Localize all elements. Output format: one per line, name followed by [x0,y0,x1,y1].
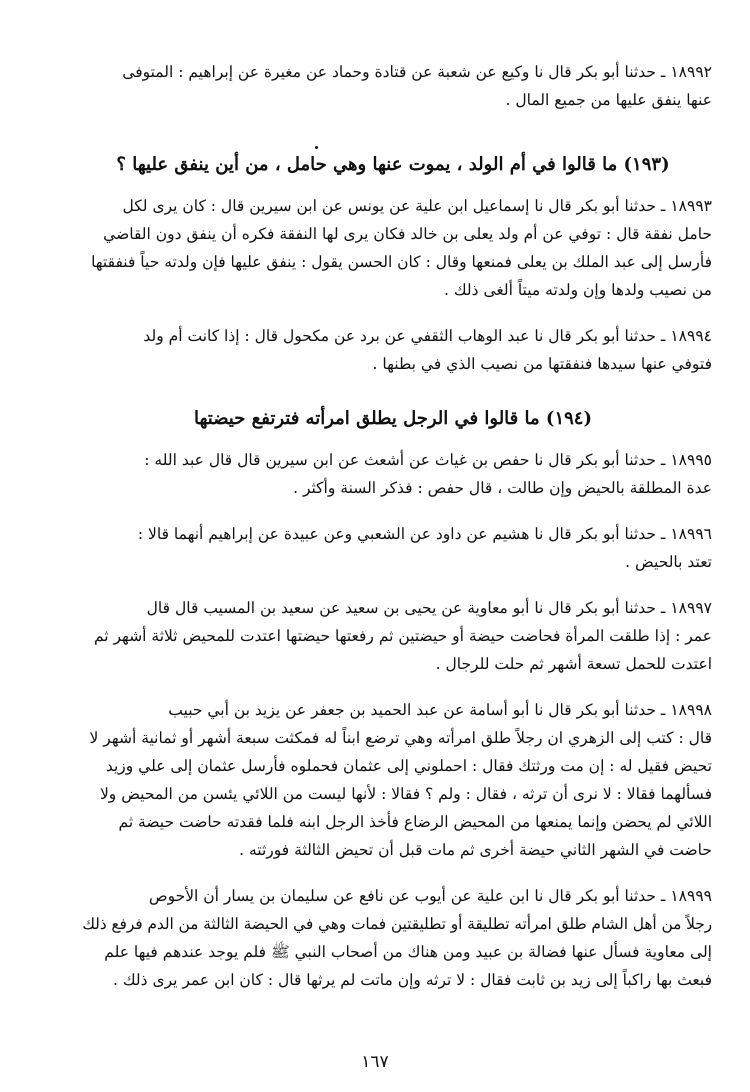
hadith-18995 [74,446,712,502]
text-line: عمر : إذا طلقت المرأة فحاضت حيضة أو حيضتين ثم رفعتها حيضتها اعتدت للمحيض ثلاثة أشهر ثم [93,627,712,645]
text-line: اللائي لم يحضن وإنما يمنعها من المحيض الرضاع فأخذ الرجل ابنه فلما فقدته حاضت حيضة ثم [118,813,712,831]
hadith-18994 [74,322,712,378]
text-line: تعتد بالحيض . [625,553,712,571]
text-line: عنها ينفق عليها من جميع المال . [505,91,712,109]
text-line: فأرسل إلى عبد الملك بن يعلى فمنعها وقال : كان الحسن يقول : ينفق عليها فإن ولدته حياً فنفقتها [91,253,712,271]
text-line: عدة المطلقة بالحيض وإن طالت ، قال حفص : فذكر السنة وأكثر . [293,479,712,497]
text-line: فسألهما فقالا : لا نرى أن ترثه ، فقال : ولم ؟ فقالا : لأنها ليست من اللائي يئسن من المحيض ولا [99,785,712,803]
text-line: من نصيب ولدها وإن ولدته ميتاً ألغى ذلك . [444,281,712,299]
text-line: ١٨٩٩٧ ـ حدثنا أبو بكر قال نا أبو معاوية عن يحيى بن سعيد عن سعيد بن المسيب قال قال [146,599,712,617]
hadith-18998 [74,696,712,864]
text-line: حامل نفقة قال : توفي عن أم ولد يعلى بن خالد فكان يرى لها النفقة فكره أن ينفق دون القاضي [103,225,712,243]
text-line: فتوفي عنها سيدها فنفقتها من نصيب الذي في بطنها . [372,355,712,373]
hadith-18996 [74,520,712,576]
text-line: ١٨٩٩٣ ـ حدثنا أبو بكر قال نا إسماعيل ابن علية عن يونس عن ابن سيرين قال : كان يرى لكل [122,197,712,215]
text-line: رجلاً من أهل الشام طلق امرأته تطليقة أو تطليقتين فمات وهي في الحيضة الثالثة من الدم فرفع ذلك [82,915,712,933]
text-line: ١٨٩٩٨ ـ حدثنا أبو بكر قال نا أبو أسامة عن عبد الحميد بن جعفر عن يزيد بن أبي حبيب [168,701,712,719]
page-number: ١٦٧ [361,1052,389,1072]
text-line: تحيض فقيل له : إن مت ورثتك فقال : احملوني إلى عثمان فحملوه فأرسل عثمان إلى علي وزيد [105,757,712,775]
text-line: ١٨٩٩٢ ـ حدثنا أبو بكر قال نا وكيع عن شعبة عن قتادة وحماد عن مغيرة عن إبراهيم : المتوفى [122,63,712,81]
text-line: اعتدت للحمل تسعة أشهر ثم حلت للرجال . [435,655,712,673]
text-line: حاضت في الشهر الثاني حيضة أخرى ثم مات قبل أن تحيض الثالثة فورثته . [239,841,712,859]
text-line: ١٨٩٩٥ ـ حدثنا أبو بكر قال نا حفص بن غياث عن أشعث عن ابن سيرين قال قال عبد الله : [144,451,712,469]
chapter-heading-194: (١٩٤) ما قالوا في الرجل يطلق امرأته فترتفع حيضتها [193,408,592,429]
hadith-18992 [74,58,712,114]
text-line: ١٨٩٩٦ ـ حدثنا أبو بكر قال نا هشيم عن داود عن الشعبي وعن عبيدة عن إبراهيم أنهما قالا : [137,525,712,543]
text-line: فبعث بها راكباً إلى زيد بن ثابت فقال : لا ترثه وإن ماتت لم يرثها قال : كان ابن عمر يرى ذلك . [113,971,712,989]
text-line: إلى معاوية فسأل عنها فضالة بن عبيد ومن هناك من أصحاب النبي ﷺ فلم يوجد عندهم فيها علم [104,943,712,961]
text-line: ١٨٩٩٩ ـ حدثنا أبو بكر قال نا ابن علية عن أيوب عن نافع عن سليمان بن يسار أن الأحوص [148,887,712,905]
hadith-18997 [74,594,712,678]
hadith-18999 [74,882,712,994]
hadith-18993 [74,192,712,304]
text-line: قال : كتب إلى الزهري ان رجلاً طلق امرأته وهي ترضع ابناً له فمكثت سبعة أشهر أو ثمانية أشهر لا [89,729,712,747]
text-line: ١٨٩٩٤ ـ حدثنا أبو بكر قال نا عبد الوهاب الثقفي عن برد عن مكحول قال : إذا كانت أم ولد [143,327,712,345]
ink-dot [315,146,318,149]
chapter-heading-193: (١٩٣) ما قالوا في أم الولد ، يموت عنها وهي حامل ، من أين ينفق عليها ؟ [116,154,670,175]
page-body [74,58,712,994]
